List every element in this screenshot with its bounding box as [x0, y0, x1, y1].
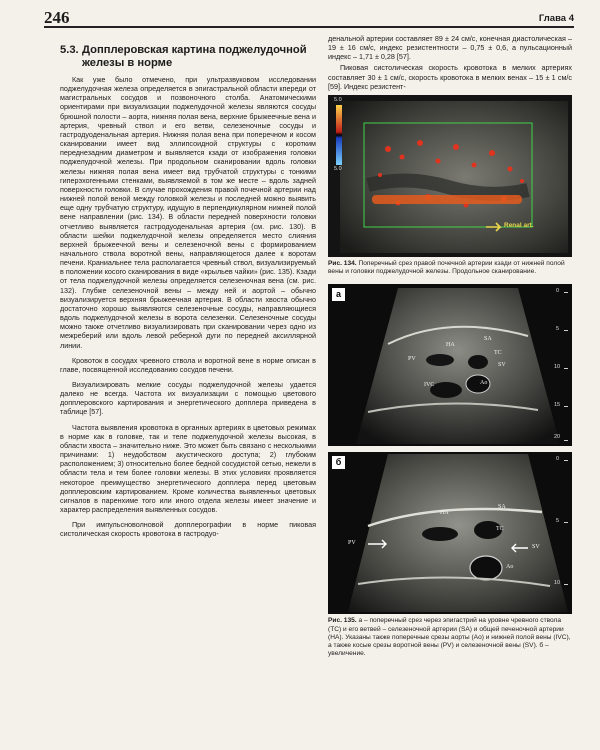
depth-label: 20 [554, 434, 561, 441]
depth-label: 15 [554, 402, 561, 409]
label-sv: SV [498, 362, 506, 369]
label-ha: HA [446, 342, 455, 349]
caption-text: а – поперечный срез через эпигастрий на уровне чревного ствола (TC) и его ветвей – селезеночной артерии (SA) и общей печеночной артерии (HA). Указаны также поперечные срезы аорты (Ao) и нижней полой вены (IVC), а также косые срезы воротной вены (PV) и селезеночной вены (SV). б – увеличение. [328, 617, 571, 658]
left-text-column [60, 44, 316, 541]
caption-text: Поперечный срез правой почечной артерии кзади от нижней полой вены и головки поджелудочной железы. Продольное сканирование. [328, 259, 565, 276]
label-ao: Ao [506, 564, 514, 571]
depth-label: 5 [556, 326, 560, 333]
figure-135b-ultrasound [328, 452, 572, 614]
label-sa: SA [498, 504, 506, 511]
label-ha: HA [440, 510, 449, 517]
chapter-title: Глава 4 [538, 13, 574, 24]
figure-134-caption [328, 260, 572, 276]
renal-artery-label: Renal art. [504, 221, 534, 229]
label-tc: TC [494, 350, 502, 357]
ultrasound-scan-graphic [328, 284, 572, 446]
caption-label: Рис. 134. [328, 259, 357, 267]
section-title: Допплеровская картина поджелудочной железы в норме [82, 44, 307, 69]
label-pv: PV [348, 540, 356, 547]
label-ao: Ao [480, 380, 488, 387]
depth-label: 0 [556, 288, 560, 295]
panel-badge-a: а [332, 288, 345, 301]
paragraph: При импульсноволновой допплерографии в норме пиковая систолическая скорость кровотока в гастродуо- [60, 520, 316, 539]
page-header [44, 8, 574, 28]
scale-top-label: 5.0 [334, 96, 342, 103]
section-heading [60, 44, 316, 69]
paragraph: Визуализировать мелкие сосуды поджелудочной железы удается далеко не всегда. Частота их визуализации с помощью цветового допплеровского картирования и энергетического допплера приведена в таблице [57]. [60, 380, 316, 417]
label-sa: SA [484, 336, 492, 343]
paragraph: Частота выявления кровотока в органных артериях в цветовых режимах в норме как в головке, так и теле поджелудочной железы высокая, в области хвоста – значительно ниже. Это может быть связано с несколькими причинами: 1) неудобством акустического доступа; 2) глубоким расположением; 3) относительно более бедной сосудистой сетью, нежели в области тела и тем более головки железы. В этих условиях проявляется некоторое преимущество энергетического допплера перед цветовым допплеровским картированием. Кроме количества выявленных цветовых сигналов в паренхиме того или иного отдела железы имеет значение и характер распределения выявленных сосудов. [60, 422, 316, 515]
paragraph: Как уже было отмечено, при ультразвуковом исследовании поджелудочная железа определяется в эпигастральной области кпереди от магистральных сосудов и позвоночного столба. Анатомическими ориентирами при визуализации поджелудочной железы являются сосуды брюшной полости – аорта, нижняя полая вена, верхние брыжеечные вена и артерия, чревный ствол и его ветви, селезеночные сосуды и гастродуоденальная артерия. Нижняя полая вена при поперечном и косом сканировании имеет вид эллипсоидной структуры с коротким переднезадним диаметром и выявляется кзади от изображения головки поджелудочной железы. При продольном сканировании вдоль головки железы нижняя полая вена имеет вид трубчатой структуры с тонкими гиперэхогенными стенками, выявляемой в том же месте – вдоль задней поверхности головки. В случае прохождения правой почечной артерии над нижней полой веной между головкой железы и последней можно выявить еще одну трубчатую структуру, идущую в перпендикулярном нижней полой вене направлении (рис. 134). В области передней поверхности головки отчетливо выявляется гастродуоденальная артерия (см. рис. 130). В области шейки поджелудочной железы определяется место слияния верхней брыжеечной вены и селезеночной вены с формированием начального ствола воротной вены, направляющегося далее к воротам печени. Краниальнее тела располагается чревный ствол, визуализируемый в положении косого сканирования в виде «крыльев чайки» (рис. 135). Кзади от тела поджелудочной железы определяется селезеночная вена (см. рис. 132). Глубже селезеночной вены – между ней и аортой – обычно визуализируется верхняя брыжеечная артерия. В области хвоста обычно достаточно хорошо выявляются селезеночные сосуды, направляющиеся вдоль поджелудочной железы в ворота селезенки. Селезеночные сосуды можно также отчетливо визуализировать при сканировании через одно из межреберий или вдоль левой реберной дуги по передней аксиллярной линии. [60, 75, 316, 350]
label-tc: TC [496, 526, 504, 533]
depth-label: 10 [554, 580, 561, 587]
paragraph: Пиковая систолическая скорость кровотока в мелких артериях составляет 30 ± 1 см/с, скорость кровотока в мелких венах – 15 ± 1 см/с [59]. Индекс резистент- [328, 63, 572, 91]
color-scale-bar [336, 105, 342, 165]
right-text-column [328, 34, 572, 658]
renal-artery-flow [372, 195, 522, 204]
section-number: 5.3. [60, 44, 79, 56]
label-sv: SV [532, 544, 540, 551]
figure-135a-ultrasound [328, 284, 572, 446]
page-number: 246 [44, 8, 70, 27]
doppler-scan-graphic [328, 95, 572, 257]
depth-label: 0 [556, 456, 560, 463]
scale-bottom-label: 5.0 [334, 165, 342, 172]
label-pv: PV [408, 356, 416, 363]
figure-135-caption [328, 617, 572, 658]
ultrasound-scan-graphic [328, 452, 572, 614]
depth-label: 5 [556, 518, 560, 525]
figure-134-doppler-image [328, 95, 572, 257]
label-ivc: IVC [424, 382, 435, 389]
depth-label: 10 [554, 364, 561, 371]
paragraph: денальной артерии составляет 89 ± 24 см/с, конечная диастолическая – 19 ± 16 см/с, индекс резистентности – 0,75 ± 0,6, а пульсационный индекс – 1,71 ± 0,28 [57]. [328, 34, 572, 62]
panel-badge-b: б [332, 456, 345, 469]
caption-label: Рис. 135. [328, 617, 357, 625]
paragraph: Кровоток в сосудах чревного ствола и воротной вене в норме описан в главе, посвященной исследованию сосудов печени. [60, 355, 316, 374]
